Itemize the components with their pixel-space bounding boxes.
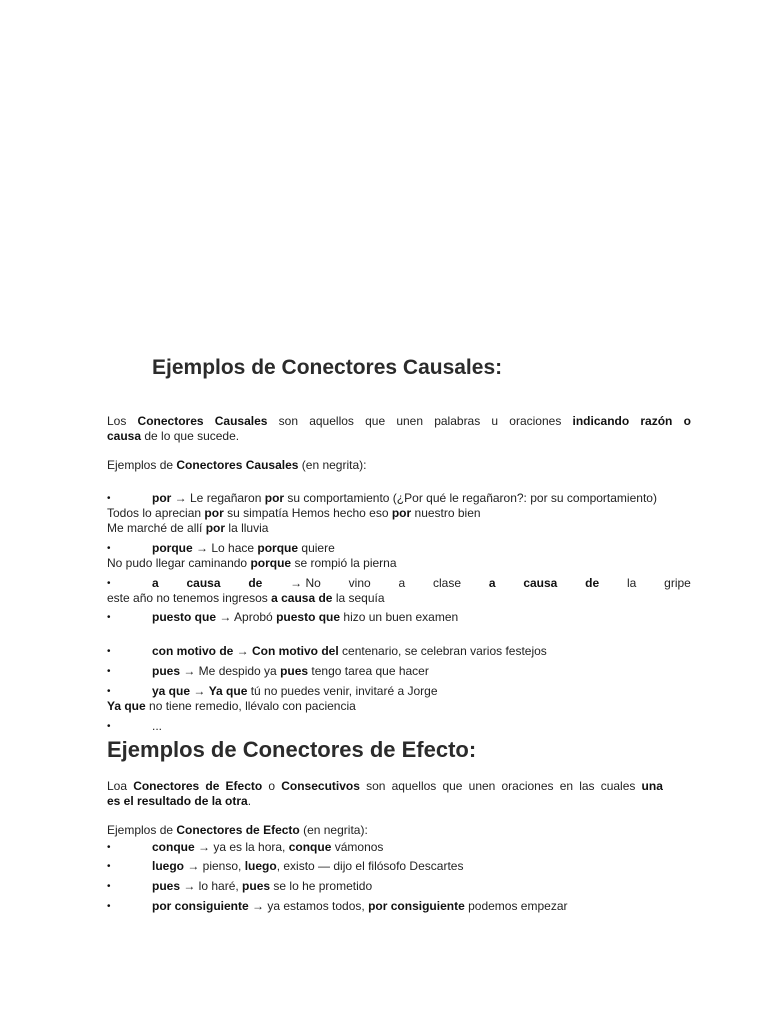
bullet-icon: • <box>107 543 111 554</box>
causales-intro-line-2: causa de lo que sucede. <box>107 429 240 443</box>
heading-causales: Ejemplos de Conectores Causales: <box>152 356 503 379</box>
list-item-conque: • conque → ya es la hora, conque vámonos <box>107 840 384 854</box>
word: aquellos <box>309 414 354 428</box>
list-item-pues-efecto: • pues → lo haré, pues se lo he prometido <box>107 879 373 893</box>
example-line: este año no tenemos ingresos a causa de la sequía <box>107 591 385 605</box>
example-line: Me marché de allí por la lluvia <box>107 521 269 535</box>
bullet-icon: • <box>107 578 111 589</box>
list-item-ellipsis: • ... <box>107 719 163 733</box>
list-item-puesto-que: • puesto que → Aprobó puesto que hizo un buen examen <box>107 610 459 624</box>
list-item-con-motivo-de: • con motivo de → Con motivo del centenario, se celebran varios festejos <box>107 644 547 658</box>
example-line: Todos lo aprecian por su simpatía Hemos hecho eso por nuestro bien <box>107 506 481 520</box>
list-item-luego: • luego → pienso, luego, existo — dijo el filósofo Descartes <box>107 859 464 873</box>
bullet-icon: • <box>107 666 111 677</box>
list-item-a-causa-de: • a causa de → No vino a clase a causa de la gripe <box>107 576 691 590</box>
bullet-icon: • <box>107 721 111 732</box>
word: palabras <box>434 414 481 428</box>
list-item-pues: • pues → Me despido ya pues tengo tarea que hacer <box>107 664 429 678</box>
list-item-por: • por → Le regañaron por su comportamiento (¿Por qué le regañaron?: por su comportamiento) <box>107 491 657 505</box>
word: Los <box>107 414 127 428</box>
causales-intro-line-1 <box>107 414 691 429</box>
list-item-por-consiguiente: • por consiguiente → ya estamos todos, por consiguiente podemos empezar <box>107 899 568 913</box>
causales-examples-label: Ejemplos de Conectores Causales (en negrita): <box>107 458 367 472</box>
word-bold: indicando <box>572 414 630 428</box>
bullet-icon: • <box>107 612 111 623</box>
word: oraciones <box>509 414 562 428</box>
bullet-icon: • <box>107 861 111 872</box>
efecto-examples-label: Ejemplos de Conectores de Efecto (en negrita): <box>107 823 368 837</box>
word: unen <box>396 414 424 428</box>
word: u <box>491 414 499 428</box>
word-bold: Causales <box>214 414 268 428</box>
example-line: No pudo llegar caminando porque se rompió la pierna <box>107 556 397 570</box>
bullet-icon: • <box>107 686 111 697</box>
heading-efecto: Ejemplos de Conectores de Efecto: <box>107 737 477 762</box>
bullet-icon: • <box>107 901 111 912</box>
bullet-icon: • <box>107 881 111 892</box>
list-item-ya-que: • ya que → Ya que tú no puedes venir, invitaré a Jorge <box>107 684 438 698</box>
word: que <box>365 414 386 428</box>
word-bold: o <box>683 414 691 428</box>
bullet-icon: • <box>107 493 111 504</box>
efecto-intro-line-1: Loa Conectores de Efecto o Consecutivos son aquellos que unen oraciones en las cuales una <box>107 779 663 793</box>
efecto-intro-line-2: es el resultado de la otra. <box>107 794 252 808</box>
bullet-icon: • <box>107 842 111 853</box>
bullet-icon: • <box>107 646 111 657</box>
word-bold: Conectores <box>137 414 204 428</box>
word-bold: razón <box>640 414 673 428</box>
list-item-porque: • porque → Lo hace porque quiere <box>107 541 335 555</box>
example-line: Ya que no tiene remedio, llévalo con paciencia <box>107 699 356 713</box>
word: son <box>278 414 299 428</box>
